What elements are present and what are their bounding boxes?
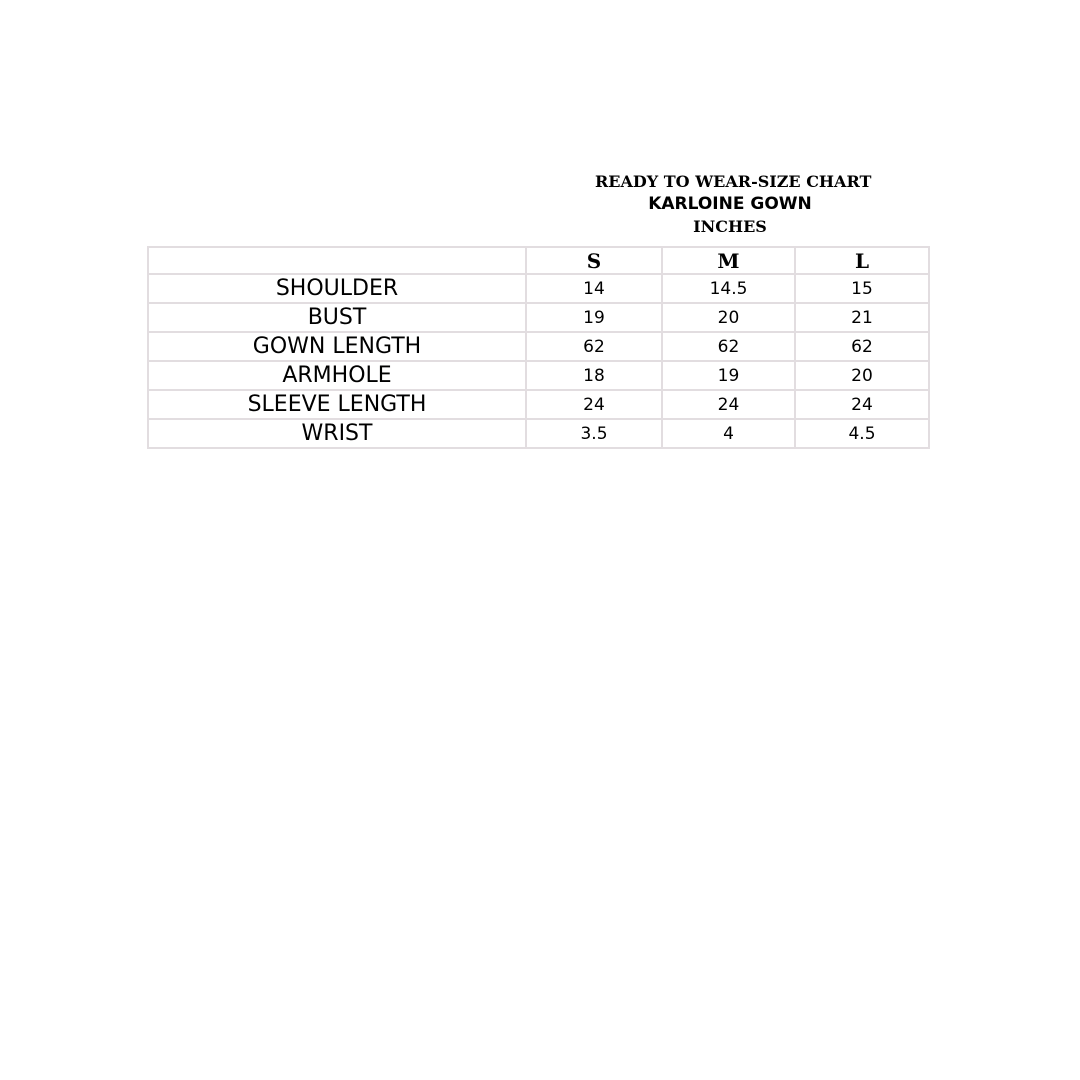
value-cell: 24: [795, 390, 929, 419]
value-cell: 62: [526, 332, 662, 361]
value-cell: 18: [526, 361, 662, 390]
value-cell: 14: [526, 274, 662, 303]
table-row: [148, 303, 929, 332]
chart-title-block: [595, 170, 872, 238]
row-label-wrist: WRIST: [148, 419, 526, 448]
size-header-row: [148, 247, 929, 274]
table-row: [148, 390, 929, 419]
table-row: [148, 274, 929, 303]
row-label-gown-length: GOWN LENGTH: [148, 332, 526, 361]
unit-label: INCHES: [693, 217, 767, 236]
value-cell: 20: [662, 303, 795, 332]
corner-cell: [148, 247, 526, 274]
value-cell: 19: [526, 303, 662, 332]
row-label-armhole: ARMHOLE: [148, 361, 526, 390]
size-header-s: S: [526, 247, 662, 274]
value-cell: 24: [526, 390, 662, 419]
value-cell: 62: [662, 332, 795, 361]
size-header-m: M: [662, 247, 795, 274]
chart-title: READY TO WEAR-SIZE CHART: [595, 172, 872, 191]
value-cell: 24: [662, 390, 795, 419]
value-cell: 20: [795, 361, 929, 390]
value-cell: 62: [795, 332, 929, 361]
table-row: [148, 361, 929, 390]
value-cell: 15: [795, 274, 929, 303]
value-cell: 4.5: [795, 419, 929, 448]
value-cell: 19: [662, 361, 795, 390]
row-label-sleeve-length: SLEEVE LENGTH: [148, 390, 526, 419]
value-cell: 3.5: [526, 419, 662, 448]
row-label-shoulder: SHOULDER: [148, 274, 526, 303]
product-name: KARLOINE GOWN: [648, 194, 812, 214]
table-row: [148, 332, 929, 361]
table-row: [148, 419, 929, 448]
size-header-l: L: [795, 247, 929, 274]
value-cell: 14.5: [662, 274, 795, 303]
value-cell: 21: [795, 303, 929, 332]
row-label-bust: BUST: [148, 303, 526, 332]
size-chart-table: [147, 246, 930, 449]
value-cell: 4: [662, 419, 795, 448]
